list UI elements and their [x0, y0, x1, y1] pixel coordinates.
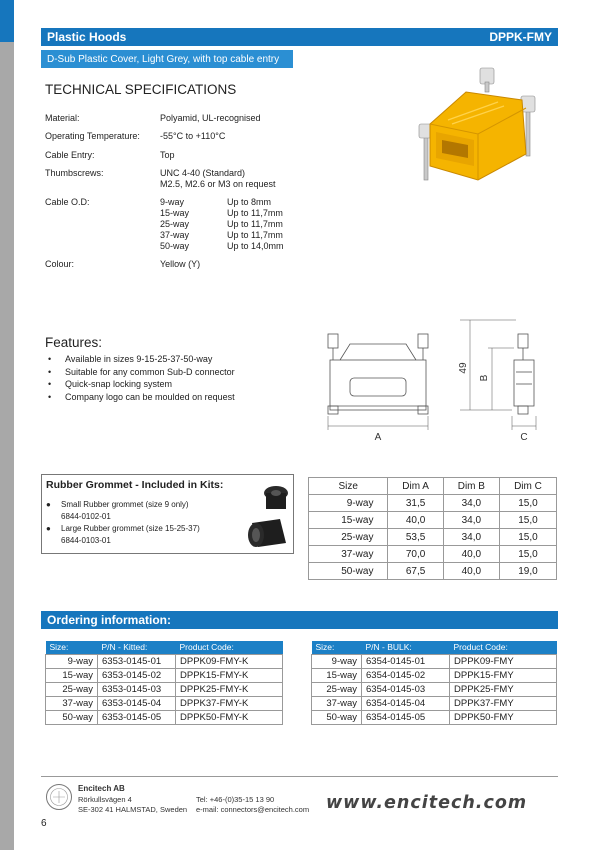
kitted-order-table [45, 641, 283, 725]
table-row [312, 682, 557, 696]
table-row [46, 710, 283, 724]
company-seal-icon [45, 783, 73, 811]
table-cell: 40,0 [388, 512, 443, 529]
footer-address2: SE-302 41 HALMSTAD, Sweden [78, 805, 188, 814]
table-row [312, 668, 557, 682]
grommet-photo [242, 481, 292, 551]
table-row [309, 495, 557, 512]
table-row [312, 654, 557, 668]
specs-heading: TECHNICAL SPECIFICATIONS [45, 82, 237, 97]
table-cell: 6354-0145-05 [362, 710, 450, 724]
side-bar-accent [0, 0, 14, 42]
table-cell: 6354-0145-04 [362, 696, 450, 710]
dim-label-b: B [479, 374, 490, 382]
cable-od-value: Up to 8mm [227, 197, 272, 207]
table-header: Dim C [499, 478, 556, 495]
footer-email[interactable]: e-mail: connectors@encitech.com [196, 805, 310, 814]
table-cell: 40,0 [443, 563, 499, 580]
table-cell: 6353-0145-01 [98, 654, 176, 668]
table-cell: DPPK50-FMY [450, 710, 557, 724]
cable-od-size: 37-way [160, 230, 190, 240]
grommet-code: 6844-0103-01 [61, 536, 111, 545]
footer-address1: Rörkullsvägen 4 [78, 795, 132, 804]
spec-label-colour: Colour: [45, 259, 75, 269]
table-cell: DPPK15-FMY [450, 668, 557, 682]
dim-label-c: C [520, 432, 528, 443]
table-cell: 70,0 [388, 546, 443, 563]
table-cell: DPPK15-FMY-K [176, 668, 283, 682]
table-header: Dim A [388, 478, 443, 495]
subtitle: D-Sub Plastic Cover, Light Grey, with top cable entry [47, 53, 280, 65]
table-row [309, 512, 557, 529]
cable-od-size: 50-way [160, 241, 190, 251]
ordering-bar [41, 611, 558, 629]
features-list [48, 353, 235, 403]
table-cell: DPPK25-FMY-K [176, 682, 283, 696]
grommet-heading: Rubber Grommet - Included in Kits: [46, 479, 224, 491]
table-cell: 40,0 [443, 546, 499, 563]
footer-divider [41, 776, 558, 777]
table-row [46, 654, 283, 668]
cable-od-size: 25-way [160, 219, 190, 229]
table-cell: DPPK37-FMY [450, 696, 557, 710]
table-cell: 37-way [46, 696, 98, 710]
spec-value-cable-entry: Top [160, 150, 175, 160]
side-bar [0, 0, 14, 850]
table-cell: 15-way [309, 512, 388, 529]
table-row [309, 529, 557, 546]
cable-od-size: 9-way [160, 197, 185, 207]
table-cell: 25-way [309, 529, 388, 546]
table-header-row [309, 478, 557, 495]
cable-od-value: Up to 11,7mm [227, 208, 283, 218]
bullet-icon: ● [46, 500, 51, 509]
ordering-heading: Ordering information: [47, 613, 171, 627]
grommet-code: 6844-0102-01 [61, 512, 111, 521]
table-cell: 6353-0145-04 [98, 696, 176, 710]
table-cell: 6354-0145-03 [362, 682, 450, 696]
feature-item: • Company logo can be moulded on request [48, 391, 235, 404]
bullet-icon: ● [46, 524, 51, 533]
cable-od-size: 15-way [160, 208, 190, 218]
table-cell: 67,5 [388, 563, 443, 580]
table-cell: 19,0 [499, 563, 556, 580]
dim-label-49: 49 [458, 362, 469, 374]
table-cell: 25-way [46, 682, 98, 696]
spec-value-thumbscrews: UNC 4-40 (Standard) [160, 168, 246, 178]
product-code: DPPK-FMY [489, 30, 552, 44]
table-cell: 50-way [309, 563, 388, 580]
product-photo [408, 62, 558, 192]
table-cell: 6354-0145-02 [362, 668, 450, 682]
grommet-list [46, 499, 200, 547]
table-cell: 15-way [46, 668, 98, 682]
cable-od-value: Up to 11,7mm [227, 219, 283, 229]
table-cell: 6353-0145-05 [98, 710, 176, 724]
table-cell: 34,0 [443, 529, 499, 546]
footer-tel: Tel: +46-(0)35-15 13 90 [196, 795, 275, 804]
table-cell: 34,0 [443, 495, 499, 512]
table-cell: 34,0 [443, 512, 499, 529]
grommet-box [41, 474, 294, 554]
technical-drawing [320, 312, 560, 452]
dim-label-a: A [374, 432, 382, 443]
spec-value-temperature: -55°C to +110°C [160, 131, 226, 141]
feature-item: • Suitable for any common Sub-D connector [48, 366, 235, 379]
spec-value-colour: Yellow (Y) [160, 259, 201, 269]
table-header-row [312, 641, 557, 654]
table-cell: 9-way [312, 654, 362, 668]
spec-value-material: Polyamid, UL-recognised [160, 113, 261, 123]
table-cell: DPPK09-FMY-K [176, 654, 283, 668]
table-header: Product Code: [450, 641, 557, 654]
grommet-item [46, 523, 200, 535]
cable-od-value: Up to 14,0mm [227, 241, 284, 251]
spec-label-material: Material: [45, 113, 80, 123]
table-cell: DPPK37-FMY-K [176, 696, 283, 710]
subtitle-bar [41, 50, 293, 68]
table-header: Product Code: [176, 641, 283, 654]
table-header: Size: [312, 641, 362, 654]
table-cell: 37-way [312, 696, 362, 710]
table-header-row [46, 641, 283, 654]
table-header: Size: [46, 641, 98, 654]
page-title: Plastic Hoods [47, 30, 127, 44]
table-cell: 15,0 [499, 529, 556, 546]
table-header: P/N - Kitted: [98, 641, 176, 654]
title-bar [41, 28, 558, 46]
cable-od-value: Up to 11,7mm [227, 230, 283, 240]
spec-label-temperature: Operating Temperature: [45, 131, 140, 141]
table-cell: 37-way [309, 546, 388, 563]
table-cell: 6354-0145-01 [362, 654, 450, 668]
table-cell: 9-way [309, 495, 388, 512]
table-row [312, 710, 557, 724]
table-cell: 9-way [46, 654, 98, 668]
table-cell: 50-way [312, 710, 362, 724]
feature-item: • Available in sizes 9-15-25-37-50-way [48, 353, 235, 366]
page-number: 6 [41, 818, 47, 829]
table-cell: 53,5 [388, 529, 443, 546]
table-cell: 50-way [46, 710, 98, 724]
table-cell: DPPK50-FMY-K [176, 710, 283, 724]
table-cell: 15,0 [499, 512, 556, 529]
features-heading: Features: [45, 335, 103, 350]
grommet-item [46, 499, 200, 511]
bulk-order-table [311, 641, 557, 725]
table-cell: DPPK25-FMY [450, 682, 557, 696]
grommet-item-text: Large Rubber grommet (size 15-25-37) [61, 524, 200, 533]
table-cell: 6353-0145-03 [98, 682, 176, 696]
spec-value-thumbscrews-alt: M2.5, M2.6 or M3 on request [160, 179, 276, 189]
table-row [46, 668, 283, 682]
dimensions-table [308, 477, 557, 580]
spec-label-cable-od: Cable O.D: [45, 197, 90, 207]
footer-company: Encitech AB [78, 784, 125, 793]
table-row [46, 696, 283, 710]
table-header: Dim B [443, 478, 499, 495]
table-row [312, 696, 557, 710]
table-cell: 15-way [312, 668, 362, 682]
table-cell: 31,5 [388, 495, 443, 512]
table-row [309, 563, 557, 580]
table-row [309, 546, 557, 563]
website-link[interactable]: www.encitech.com [326, 793, 528, 813]
grommet-item-text: Small Rubber grommet (size 9 only) [61, 500, 189, 509]
table-header: P/N - BULK: [362, 641, 450, 654]
spec-label-cable-entry: Cable Entry: [45, 150, 95, 160]
table-row [46, 682, 283, 696]
spec-label-thumbscrews: Thumbscrews: [45, 168, 104, 178]
table-cell: 15,0 [499, 495, 556, 512]
feature-item: • Quick-snap locking system [48, 378, 235, 391]
table-cell: 6353-0145-02 [98, 668, 176, 682]
table-cell: 15,0 [499, 546, 556, 563]
table-cell: 25-way [312, 682, 362, 696]
table-header: Size [309, 478, 388, 495]
table-cell: DPPK09-FMY [450, 654, 557, 668]
